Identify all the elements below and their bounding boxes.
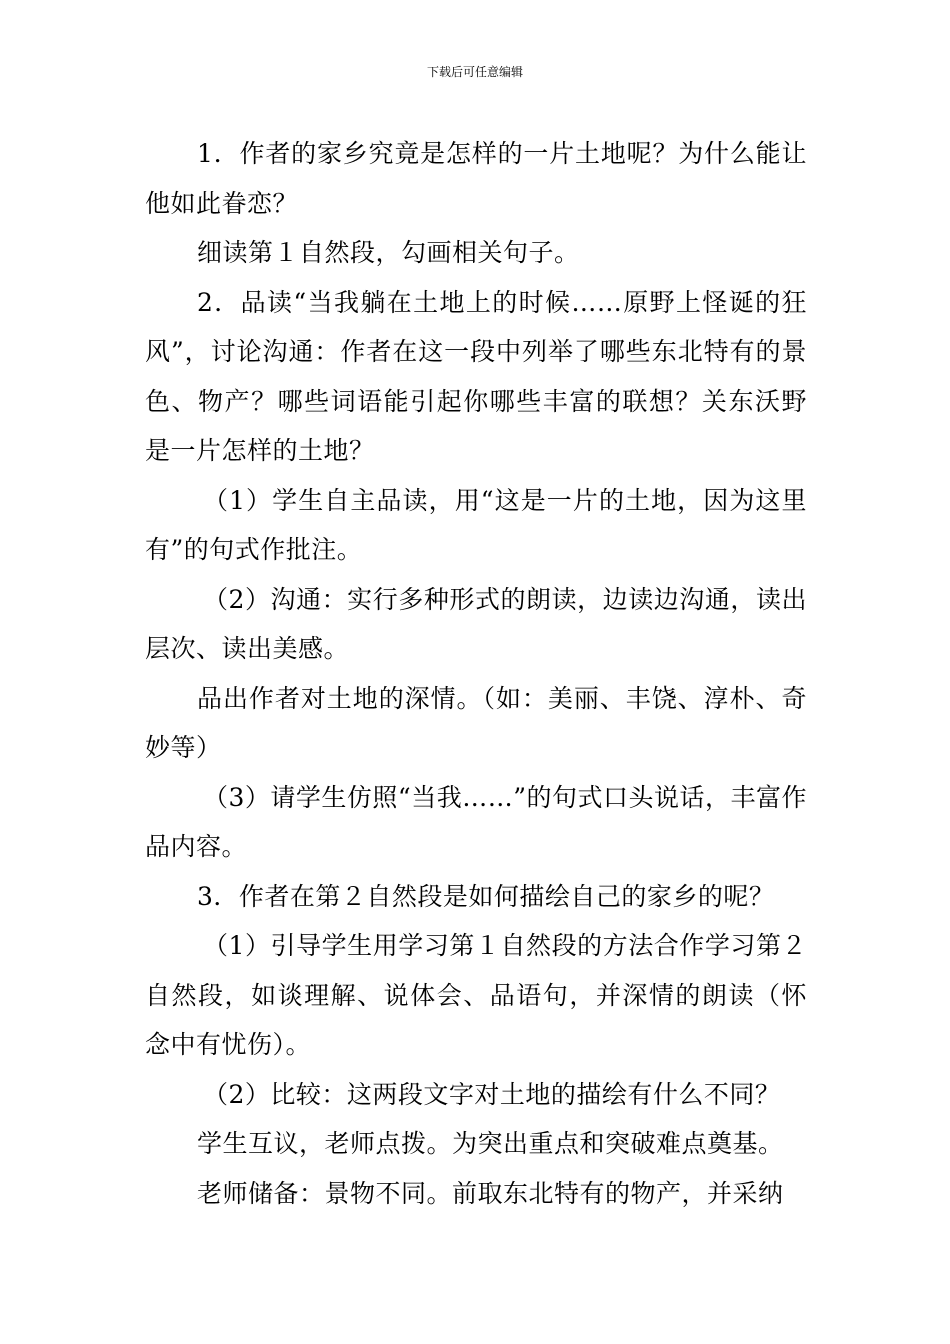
paragraph-step-1: （1）学生自主品读，用“这是一片的土地，因为这里有”的句式作批注。 [145, 485, 807, 564]
paragraph-step-3-1: （1）引导学生用学习第１自然段的方法合作学习第２自然段，如谈理解、说体会、品语句，并深情的朗读（怀念中有忧伤）。 [145, 931, 807, 1059]
paragraph-discussion: 学生互议，老师点拨。为突出重点和突破难点奠基。 [197, 1129, 784, 1158]
document-body [145, 129, 807, 1218]
paragraph-teacher-notes: 老师储备：景物不同。前取东北特有的物产，并采纳 [197, 1178, 784, 1208]
page-header: 下载后可任意编辑 [426, 65, 523, 79]
paragraph-step-3-2: （2）比较：这两段文字对土地的描绘有什么不同？ [203, 1079, 781, 1109]
paragraph-question-2: 2．品读“当我躺在土地上的时候……原野上怪诞的狂风”，讨论沟通：作者在这一段中列举了哪些东北特有的景色、物产？哪些词语能引起你哪些丰富的联想？关东沃野是一片怎样的土地？ [145, 287, 807, 465]
paragraph-step-3: （3）请学生仿照“当我……”的句式口头说话，丰富作品内容。 [145, 782, 807, 861]
paragraph-question-1: 1．作者的家乡究竟是怎样的一片土地呢？为什么能让他如此眷恋？ [145, 139, 807, 218]
paragraph-step-2: （2）沟通：实行多种形式的朗读，边读边沟通，读出层次、读出美感。 [145, 584, 807, 663]
paragraph-read-para-1: 细读第１自然段，勾画相关句子。 [197, 238, 580, 267]
paragraph-feeling: 品出作者对土地的深情。（如：美丽、丰饶、淳朴、奇妙等） [145, 683, 807, 762]
paragraph-question-3: 3．作者在第２自然段是如何描绘自己的家乡的呢？ [197, 881, 775, 911]
